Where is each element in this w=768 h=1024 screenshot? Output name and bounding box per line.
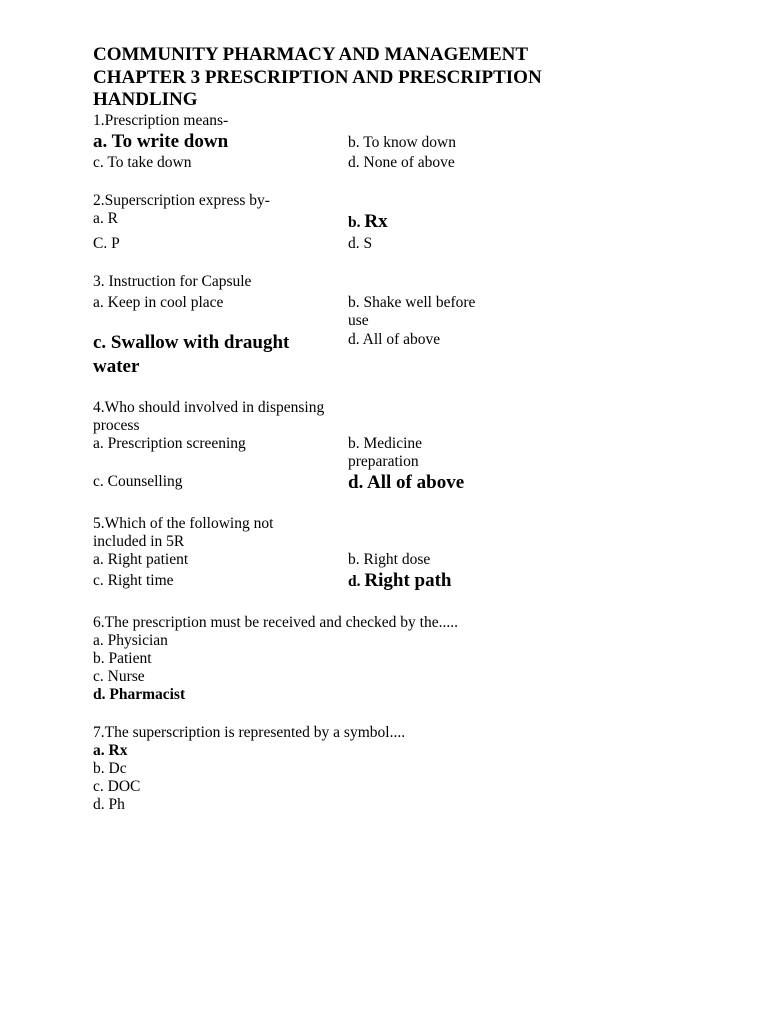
question-3 — [93, 273, 613, 379]
question-2-option-a: a. R — [93, 209, 118, 227]
question-2-option-d: d. S — [348, 234, 373, 252]
question-6-option-c: c. Nurse — [93, 667, 145, 685]
question-2-option-b — [348, 210, 498, 235]
worksheet — [93, 44, 613, 814]
document-title — [93, 44, 613, 112]
question-7-text: 7.The superscription is represented by a symbol.... — [93, 723, 406, 741]
question-6 — [93, 614, 613, 704]
question-6-option-b: b. Patient — [93, 649, 152, 667]
question-2-option-c: C. P — [93, 234, 120, 252]
question-3-option-a: a. Keep in cool place — [93, 293, 224, 311]
question-4-option-d: d. All of above — [348, 471, 465, 493]
question-4-text: 4.Who should involved in dispensing process — [93, 398, 325, 434]
question-7-option-d: d. Ph — [93, 795, 125, 813]
question-4-option-b: b. Medicine preparation — [348, 434, 423, 470]
title-line-3: HANDLING — [93, 89, 198, 110]
question-6-option-d: d. Pharmacist — [93, 685, 186, 703]
question-2 — [93, 192, 613, 253]
question-5-option-d-prefix: d. — [348, 572, 361, 590]
question-6-text: 6.The prescription must be received and checked by the..... — [93, 613, 458, 631]
question-5-option-d — [348, 569, 548, 594]
question-5-text: 5.Which of the following not included in 5R — [93, 514, 274, 550]
question-1-option-b: b. To know down — [348, 133, 456, 151]
question-7-option-b: b. Dc — [93, 759, 127, 777]
question-1-text: 1.Prescription means- — [93, 111, 229, 129]
question-1-option-a: a. To write down — [93, 130, 229, 152]
question-5 — [93, 515, 613, 594]
question-7-option-c: c. DOC — [93, 777, 141, 795]
question-1-option-c: c. To take down — [93, 153, 192, 171]
question-6-option-a: a. Physician — [93, 631, 168, 649]
title-line-1: COMMUNITY PHARMACY AND MANAGEMENT — [93, 44, 529, 65]
question-5-option-a: a. Right patient — [93, 550, 189, 568]
question-1 — [93, 112, 613, 172]
question-4-option-a: a. Prescription screening — [93, 434, 246, 452]
question-3-option-b: b. Shake well before use — [348, 293, 476, 329]
question-7 — [93, 724, 613, 814]
question-3-option-c: c. Swallow with draught water — [93, 331, 290, 377]
question-2-text: 2.Superscription express by- — [93, 191, 270, 209]
question-2-option-b-prefix: b. — [348, 213, 361, 231]
question-3-option-d: d. All of above — [348, 330, 441, 348]
question-7-option-a: a. Rx — [93, 741, 128, 759]
question-2-option-b-text: Rx — [364, 210, 388, 232]
question-5-option-c: c. Right time — [93, 571, 174, 589]
title-line-2: CHAPTER 3 PRESCRIPTION AND PRESCRIPTION — [93, 66, 542, 88]
question-4 — [93, 399, 613, 495]
question-4-option-c: c. Counselling — [93, 472, 183, 490]
question-5-option-d-text: Right path — [364, 569, 452, 591]
question-3-text: 3. Instruction for Capsule — [93, 272, 252, 290]
question-1-option-d: d. None of above — [348, 153, 455, 171]
question-5-option-b: b. Right dose — [348, 550, 431, 568]
